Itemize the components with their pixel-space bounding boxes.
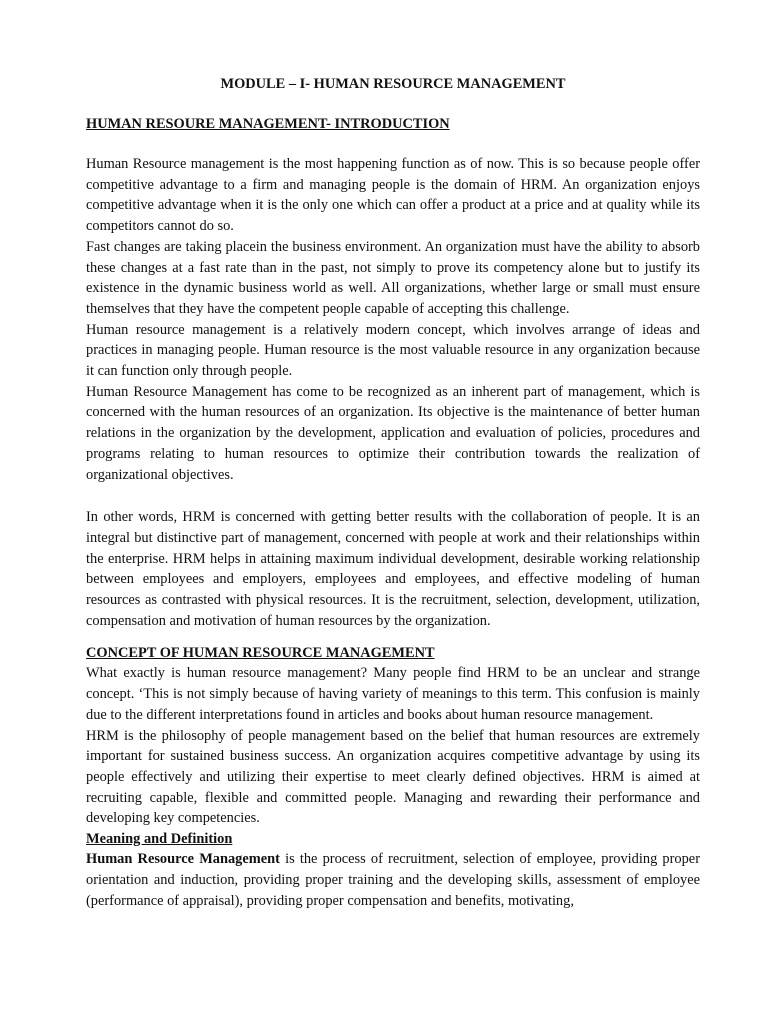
paragraph: What exactly is human resource management? Many people find HRM to be an unclear and strange concept. ‘This is not simply because of having variety of meanings to this term. This confusion is mainly due to the different interpretations found in articles and books about human resource management. [86,665,700,723]
paragraph: Human resource management is a relatively modern concept, which involves arrange of ideas and practices in managing people. Human resource is the most valuable resource in any organization because it can function only through people. [86,321,700,380]
section-heading-meaning: Meaning and Definition [86,831,233,848]
paragraph: Human Resource Management has come to be recognized as an inherent part of management, which is concerned with the human resources of an organization. Its objective is the maintenance of better human relations in the organization by the development, application and evaluation of policies, procedures and programs relating to human resources to optimize their contribution towards the realization of organizational objectives. [86,383,700,483]
paragraph-definition [86,849,700,911]
definition-text: is the process of recruitment, selection of employee, providing proper orientation and induction, providing proper training and the developing skills, assessment of employee (performance of appraisal), providing proper compensation and benefits, motivating, [86,851,700,909]
paragraph: Fast changes are taking placein the business environment. An organization must have the ability to absorb these changes at a fast rate than in the past, not simply to prove its competency alone but to justify its existence in the dynamic business world as well. All organizations, whether large or small must ensure themselves that they have the competent people capable of accepting this challenge. [86,238,700,317]
definition-term: Human Resource Management [86,851,280,868]
paragraph: In other words, HRM is concerned with getting better results with the collaboration of people. It is an integral but distinctive part of management, concerned with people at work and their relationships within the enterprise. HRM helps in attaining maximum individual development, desirable working relationship between employees and employers, employees and employees, and effective modeling of human resources as contrasted with physical resources. It is the recruitment, selection, development, utilization, compensation and motivation of human resources by the organization. [86,509,700,629]
module-title: MODULE – I- HUMAN RESOURCE MANAGEMENT [220,76,566,92]
document-page [86,74,700,911]
section-heading-concept: CONCEPT OF HUMAN RESOURCE MANAGEMENT [86,645,435,662]
paragraph: Human Resource management is the most happening function as of now. This is so because people offer competitive advantage to a firm and managing people is the domain of HRM. An organization enjoys competitive advantage when it is the only one which can offer a product at a price and at quality while its competitors cannot do so. [86,156,700,235]
section-heading-introduction: HUMAN RESOURE MANAGEMENT- INTRODUCTION [86,116,450,132]
paragraph: HRM is the philosophy of people management based on the belief that human resources are extremely important for sustained business success. An organization acquires competitive advantage by using its people effectively and utilizing their expertise to meet clearly defined objectives. HRM is aimed at recruiting capable, flexible and committed people. Managing and rewarding their performance and developing key competencies. [86,727,700,827]
